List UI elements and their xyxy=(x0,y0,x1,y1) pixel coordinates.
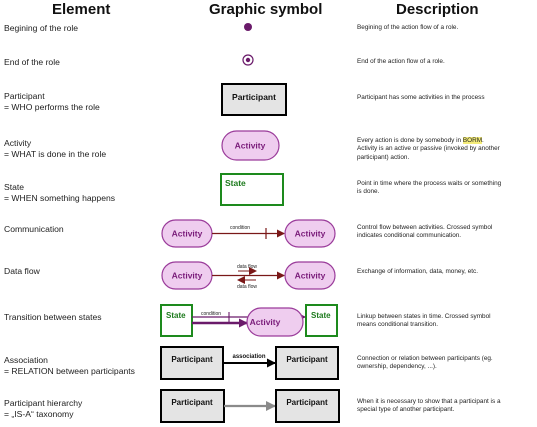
communication-activity-right-label: Activity xyxy=(294,228,326,239)
description-transition: Linkup between states in time. Crossed symbol means conditional transition. xyxy=(357,313,491,329)
communication-condition-label: condition xyxy=(229,225,251,231)
association-participant-left-label: Participant xyxy=(171,355,213,364)
participant-symbol xyxy=(222,84,286,115)
description-participant: Participant has some activities in the process xyxy=(357,94,485,101)
transition-state-left-label: State xyxy=(166,311,186,320)
element-begin-role: Begining of the role xyxy=(4,23,79,33)
element-communication: Communication xyxy=(4,224,64,234)
element-state: State = WHEN something happens xyxy=(4,182,116,203)
description-activity: Every action is done by somebody in BORM. Activity is an active or passive (invoked by another participant) action. xyxy=(357,137,500,161)
activity-symbol xyxy=(222,131,279,160)
borm-highlight: BORM xyxy=(462,137,483,144)
description-data-flow: Exchange of information, data, money, etc. xyxy=(357,268,479,275)
element-association: Association = RELATION between participants xyxy=(4,355,135,376)
transition-activity-label: Activity xyxy=(249,317,281,327)
transition-condition-label: condition xyxy=(200,311,222,317)
element-participant: Participant = WHO performs the role xyxy=(4,91,100,112)
end-role-symbol xyxy=(243,55,253,65)
data-flow-label-bottom: data flow xyxy=(236,284,258,290)
association-participant-right-label: Participant xyxy=(286,355,328,364)
description-communication: Control flow between activities. Crossed symbol indicates conditional communication. xyxy=(357,224,493,240)
element-column-header: Element xyxy=(52,1,111,18)
symbol-column-header: Graphic symbol xyxy=(209,1,323,18)
element-participant-hierarchy: Participant hierarchy = „IS-A“ taxonomy xyxy=(4,398,83,419)
data-flow-symbol xyxy=(162,262,335,290)
description-end-role: End of the action flow of a role. xyxy=(357,58,445,65)
association-symbol xyxy=(161,347,338,379)
communication-activity-left-label: Activity xyxy=(171,228,203,239)
data-flow-label-top: data flow xyxy=(236,264,258,270)
participant-hierarchy-symbol xyxy=(161,390,339,422)
activity-label: Activity xyxy=(234,140,266,151)
transition-symbol xyxy=(161,305,337,336)
description-association: Connection or relation between participants (eg. ownership, dependency, ...). xyxy=(357,355,493,371)
element-activity: Activity = WHAT is done in the role xyxy=(4,138,107,159)
element-end-role: End of the role xyxy=(4,57,60,67)
element-data-flow: Data flow xyxy=(4,266,40,276)
state-symbol xyxy=(221,174,283,205)
description-participant-hierarchy: When it is necessary to show that a participant is a special type of another participant. xyxy=(357,398,501,414)
description-state: Point in time where the process waits or something is done. xyxy=(357,180,502,196)
communication-symbol xyxy=(162,220,335,247)
transition-state-right-label: State xyxy=(311,311,331,320)
data-flow-activity-left-label: Activity xyxy=(171,270,203,281)
description-begin-role: Begining of the action flow of a role. xyxy=(357,24,459,31)
begin-role-dot xyxy=(244,23,252,31)
hierarchy-participant-right-label: Participant xyxy=(286,398,328,407)
participant-label: Participant xyxy=(232,92,276,102)
data-flow-activity-right-label: Activity xyxy=(294,270,326,281)
hierarchy-participant-left-label: Participant xyxy=(171,398,213,407)
association-label: association xyxy=(232,354,266,360)
state-label: State xyxy=(225,178,246,188)
description-column-header: Description xyxy=(396,1,479,18)
element-transition: Transition between states xyxy=(4,312,102,322)
